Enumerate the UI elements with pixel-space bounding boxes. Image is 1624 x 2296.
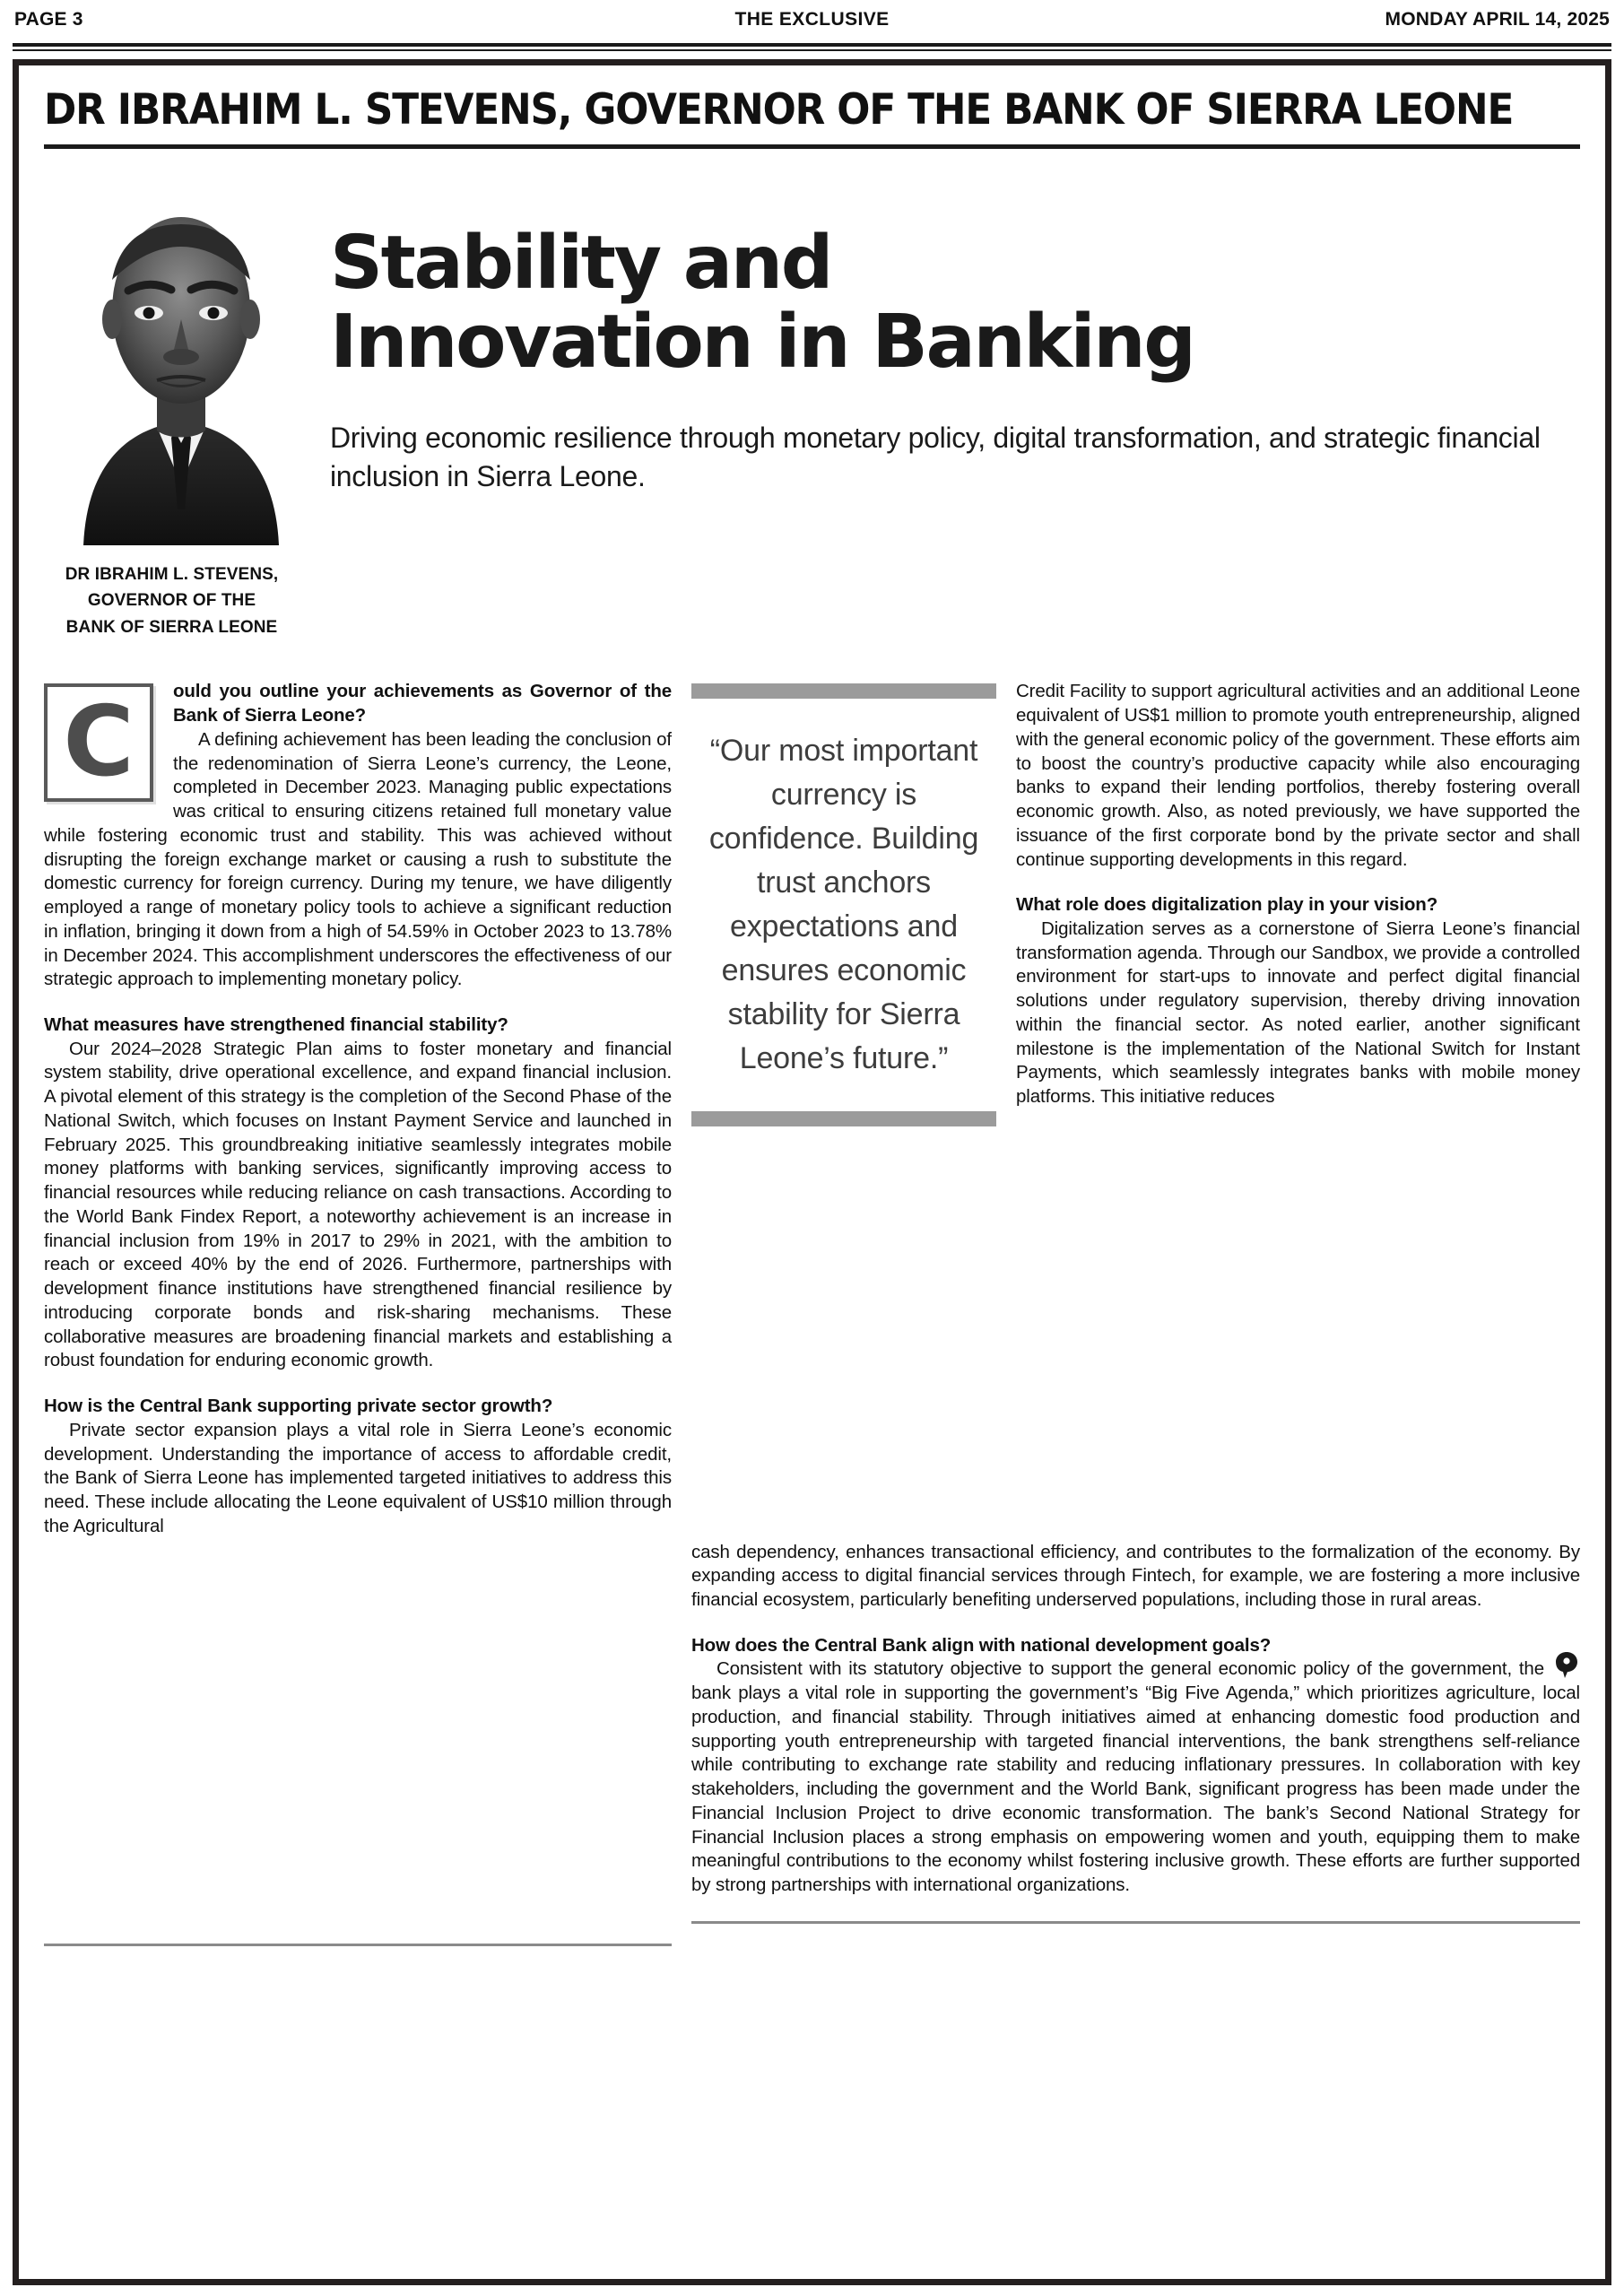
- pull-quote: [691, 680, 996, 1126]
- headline-column: [300, 169, 1580, 640]
- column-left: [44, 680, 672, 1538]
- kicker-rule: [44, 144, 1580, 149]
- pull-quote-bar-top: [691, 683, 996, 699]
- masthead-rule-thin: [13, 49, 1611, 51]
- section-rule: [691, 1921, 1580, 1924]
- article-deck: Driving economic resilience through monetary policy, digital transformation, and strategic financial inclusion in Sierra Leone.: [330, 422, 1541, 492]
- column-right: [1016, 680, 1580, 1109]
- photo-caption: [44, 561, 300, 640]
- answer-3-continued: Credit Facility to support agricultural activities and an additional Leone equivalent of US$1 million to promote youth entrepreneurship, aligned with the general economic policy of the government. These efforts aim to boost the country’s productive capacity while also encouraging banks to expand their lending portfolios, thereby fostering overall economic growth. Also, as noted previously, we have supported the issuance of the first corporate bond by the private sector and shall continue supporting developments in this regard.: [1016, 681, 1580, 870]
- end-mark-icon: [1553, 1650, 1580, 1681]
- pull-quote-text: “Our most important currency is confidence. Building trust anchors expectations and ensures economic stability for Sierra Leone’s future.”: [708, 734, 979, 1075]
- question-1-text: ould you outline your achievements as Governor of the Bank of Sierra Leone?: [173, 681, 672, 726]
- pull-quote-bar-bottom: [691, 1111, 996, 1126]
- headline-line-1: Stability and: [330, 220, 832, 306]
- masthead-rules: [13, 43, 1611, 51]
- photo-caption-line-2: GOVERNOR OF THE: [87, 591, 256, 611]
- answer-2: Our 2024–2028 Strategic Plan aims to foster monetary and financial system stability, drive operational excellence, and expand financial inclusion. A pivotal element of this strategy is the completion of the Second Phase of the National Switch, which focuses on Instant Payment Service and launched in February 2025. This groundbreaking initiative seamlessly integrates mobile money platforms with banking services, significantly improving access to financial resources while reducing reliance on cash transactions. According to the World Bank Findex Report, a noteworthy achievement is an increase in financial inclusion from 19% in 2017 to 29% in 2021, with the ambition to reach or exceed 40% by the end of 2026. Furthermore, partnerships with development finance institutions have strengthened financial resilience by introducing corporate bonds and risk-sharing mechanisms. These collaborative measures are broadening financial markets and establishing a robust foundation for enduring economic growth.: [44, 1038, 672, 1371]
- right-column-wide-continuation: [691, 1541, 1580, 1924]
- article-body: [44, 680, 1580, 1924]
- drop-cap: C: [44, 683, 153, 802]
- answer-4-continued: cash dependency, enhances transactional efficiency, and contributes to the formalization of the economy. By expanding access to digital financial services through Fintech, for example, we are fostering a more inclusive financial ecosystem, particularly benefiting underserved populations, including those in rural areas.: [691, 1541, 1580, 1611]
- photo-caption-line-1: DR IBRAHIM L. STEVENS,: [65, 564, 279, 584]
- answer-3: Private sector expansion plays a vital role in Sierra Leone’s economic development. Understanding the importance of access to affordable credit, the Bank of Sierra Leone has implemented targeted initiatives to address this need. These include allocating the Leone equivalent of US$10 million through the Agricultural: [44, 1419, 672, 1536]
- portrait-photo: [78, 169, 284, 545]
- portrait-column: [44, 169, 300, 640]
- answer-4: Digitalization serves as a cornerstone of Sierra Leone’s financial transformation agenda. Through our Sandbox, we provide a controlled environment for start-ups to innovate and perfect digital financial solutions under regulatory supervision, thereby driving innovation within the financial sector. As noted earlier, another significant milestone is the implementation of the National Switch for Instant Payments, which seamlessly integrates banks with mobile money platforms. This initiative reduces: [1016, 918, 1580, 1108]
- article-kicker: DR IBRAHIM L. STEVENS, GOVERNOR OF THE BANK OF SIERRA LEONE: [44, 85, 1514, 135]
- headline-line-2: Innovation in Banking: [330, 300, 1194, 386]
- issue-date: MONDAY APRIL 14, 2025: [1385, 9, 1610, 30]
- photo-caption-line-3: BANK OF SIERRA LEONE: [65, 617, 278, 637]
- question-5: How does the Central Bank align with national development goals?: [691, 1634, 1272, 1656]
- column-middle: [691, 680, 996, 1126]
- question-2: What measures have strengthened financial stability?: [44, 1014, 508, 1035]
- lead-paragraph-block: [44, 680, 672, 992]
- answer-1: A defining achievement has been leading the conclusion of the redenomination of Sierra Leone’s currency, the Leone, completed in December 2023. Managing public expectations was critical to ensuring citizens retained full monetary value while fostering economic trust and stability. This was achieved without disrupting the foreign exchange market or causing a rush to substitute the domestic currency for foreign currency. During my tenure, we have diligently employed a range of monetary policy tools to achieve a significant reduction in inflation, bringing it down from a high of 54.59% in October 2023 to 13.78% in December 2024. This accomplishment underscores the effectiveness of our strategic approach to implementing monetary policy.: [44, 728, 672, 990]
- answer-5-text: Consistent with its statutory objective to support the general economic policy of the government, the bank plays a vital role in supporting the government’s “Big Five Agenda,” which prioritizes agriculture, local production, and financial stability. Through initiatives aimed at enhancing domestic food production and supporting youth entrepreneurship with targeted financial interventions, the bank strengthens self-reliance while contributing to exchange rate stability and reducing inflationary pressures. In collaboration with key stakeholders, including the government and the World Bank, significant progress has been made under the Financial Inclusion Project to drive economic transformation. The bank’s Second National Strategy for Financial Inclusion places a strong emphasis on empowering women and youth, equipping them to make meaningful contributions to the economy whilst fostering inclusive growth. These efforts are further supported by strong partnerships with international organizations.: [691, 1658, 1580, 1896]
- page-number-label: PAGE 3: [14, 9, 83, 30]
- page-title: [330, 220, 1580, 386]
- question-4: What role does digitalization play in your vision?: [1016, 894, 1438, 916]
- masthead-rule-thick: [13, 43, 1611, 47]
- hero-block: [44, 169, 1580, 640]
- left-column-bottom-rule: [44, 1944, 672, 1946]
- article-frame: [13, 59, 1611, 2285]
- answer-5: [691, 1657, 1580, 1898]
- body-columns: [44, 680, 1580, 1538]
- masthead: [11, 0, 1613, 39]
- publication-title: THE EXCLUSIVE: [734, 9, 890, 30]
- question-3: How is the Central Bank supporting private sector growth?: [44, 1396, 553, 1417]
